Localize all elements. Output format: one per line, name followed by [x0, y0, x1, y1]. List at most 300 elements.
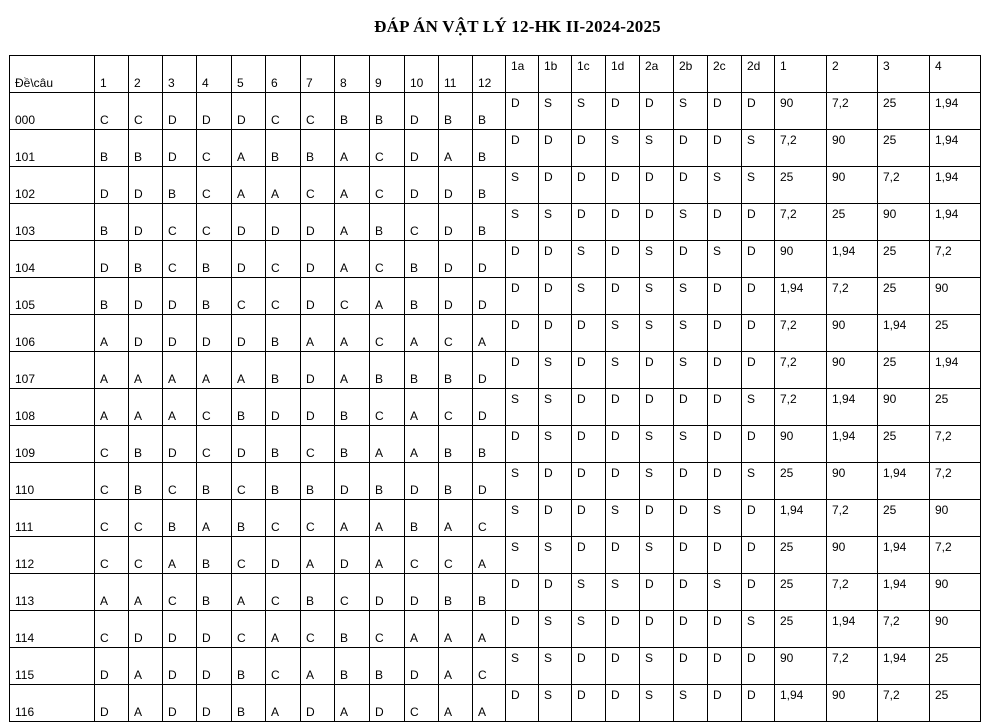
sa-answer-cell: 90: [827, 463, 878, 500]
mc-answer-cell: D: [335, 463, 370, 500]
mc-answer-cell: D: [473, 463, 506, 500]
tf-answer-cell: S: [674, 352, 708, 389]
tf-answer-cell: D: [606, 463, 640, 500]
mc-answer-cell: C: [301, 93, 335, 130]
exam-code-cell: 110: [10, 463, 95, 500]
table-row: [10, 93, 981, 130]
mc-answer-cell: A: [439, 611, 473, 648]
exam-code-cell: 105: [10, 278, 95, 315]
exam-code-cell: 114: [10, 611, 95, 648]
mc-answer-cell: D: [439, 167, 473, 204]
mc-answer-cell: A: [405, 389, 439, 426]
mc-answer-cell: D: [163, 685, 197, 722]
mc-answer-cell: C: [95, 500, 129, 537]
mc-answer-cell: D: [232, 426, 266, 463]
mc-answer-cell: D: [163, 426, 197, 463]
mc-answer-cell: B: [95, 278, 129, 315]
mc-answer-cell: C: [129, 93, 163, 130]
tf-answer-cell: D: [708, 648, 742, 685]
tf-answer-cell: S: [674, 93, 708, 130]
sa-answer-cell: 25: [775, 574, 827, 611]
tf-answer-cell: D: [539, 278, 572, 315]
mc-answer-cell: C: [301, 500, 335, 537]
sa-answer-cell: 25: [775, 463, 827, 500]
mc-answer-cell: B: [197, 241, 232, 278]
sa-answer-cell: 1,94: [775, 278, 827, 315]
sa-answer-cell: 1,94: [827, 426, 878, 463]
mc-answer-cell: A: [197, 352, 232, 389]
mc-answer-cell: D: [439, 278, 473, 315]
mc-answer-cell: C: [473, 500, 506, 537]
mc-column-header: 1: [95, 56, 129, 93]
tf-answer-cell: D: [674, 241, 708, 278]
tf-answer-cell: S: [640, 130, 674, 167]
tf-answer-cell: D: [506, 93, 539, 130]
tf-answer-cell: D: [640, 389, 674, 426]
mc-answer-cell: B: [129, 130, 163, 167]
mc-answer-cell: C: [95, 426, 129, 463]
tf-answer-cell: D: [606, 167, 640, 204]
tf-answer-cell: D: [708, 611, 742, 648]
sa-answer-cell: 1,94: [827, 241, 878, 278]
exam-code-cell: 112: [10, 537, 95, 574]
table-row: [10, 648, 981, 685]
mc-answer-cell: D: [301, 352, 335, 389]
mc-answer-cell: C: [405, 204, 439, 241]
tf-answer-cell: D: [606, 389, 640, 426]
mc-answer-cell: C: [370, 130, 405, 167]
mc-answer-cell: A: [335, 204, 370, 241]
tf-answer-cell: S: [640, 463, 674, 500]
tf-answer-cell: D: [506, 130, 539, 167]
sa-answer-cell: 90: [827, 167, 878, 204]
tf-answer-cell: S: [742, 389, 775, 426]
tf-answer-cell: D: [674, 167, 708, 204]
tf-answer-cell: S: [572, 574, 606, 611]
mc-answer-cell: C: [266, 93, 301, 130]
tf-answer-cell: D: [572, 426, 606, 463]
mc-answer-cell: A: [405, 315, 439, 352]
sa-answer-cell: 25: [878, 352, 930, 389]
mc-answer-cell: B: [197, 537, 232, 574]
table-row: [10, 500, 981, 537]
mc-answer-cell: B: [266, 352, 301, 389]
tf-answer-cell: D: [572, 130, 606, 167]
mc-answer-cell: A: [473, 315, 506, 352]
table-row: [10, 574, 981, 611]
sa-column-header: 3: [878, 56, 930, 93]
sa-answer-cell: 7,2: [930, 463, 981, 500]
mc-answer-cell: D: [405, 93, 439, 130]
tf-answer-cell: D: [572, 463, 606, 500]
mc-answer-cell: D: [301, 685, 335, 722]
sa-answer-cell: 1,94: [930, 130, 981, 167]
tf-answer-cell: S: [539, 537, 572, 574]
mc-answer-cell: A: [335, 352, 370, 389]
tf-answer-cell: S: [708, 574, 742, 611]
mc-answer-cell: B: [439, 463, 473, 500]
tf-answer-cell: D: [742, 204, 775, 241]
tf-answer-cell: S: [506, 648, 539, 685]
tf-answer-cell: D: [742, 278, 775, 315]
mc-answer-cell: B: [301, 130, 335, 167]
mc-answer-cell: B: [473, 204, 506, 241]
tf-answer-cell: S: [606, 574, 640, 611]
mc-answer-cell: C: [129, 500, 163, 537]
mc-column-header: 8: [335, 56, 370, 93]
table-row: [10, 537, 981, 574]
mc-column-header: 5: [232, 56, 266, 93]
exam-code-cell: 113: [10, 574, 95, 611]
tf-answer-cell: S: [640, 315, 674, 352]
mc-answer-cell: D: [232, 204, 266, 241]
sa-answer-cell: 25: [878, 278, 930, 315]
sa-answer-cell: 7,2: [827, 93, 878, 130]
mc-answer-cell: A: [129, 574, 163, 611]
mc-answer-cell: C: [266, 574, 301, 611]
mc-answer-cell: C: [439, 315, 473, 352]
tf-answer-cell: D: [708, 685, 742, 722]
mc-answer-cell: B: [473, 130, 506, 167]
mc-answer-cell: B: [197, 463, 232, 500]
tf-answer-cell: S: [539, 93, 572, 130]
exam-code-cell: 000: [10, 93, 95, 130]
tf-answer-cell: S: [674, 278, 708, 315]
sa-answer-cell: 90: [775, 648, 827, 685]
mc-answer-cell: B: [266, 463, 301, 500]
mc-answer-cell: D: [163, 93, 197, 130]
mc-answer-cell: C: [301, 611, 335, 648]
mc-answer-cell: A: [301, 648, 335, 685]
mc-answer-cell: C: [370, 389, 405, 426]
tf-answer-cell: S: [506, 463, 539, 500]
sa-answer-cell: 25: [775, 167, 827, 204]
sa-answer-cell: 25: [930, 315, 981, 352]
tf-answer-cell: D: [506, 241, 539, 278]
tf-answer-cell: S: [674, 315, 708, 352]
sa-column-header: 4: [930, 56, 981, 93]
mc-answer-cell: A: [129, 389, 163, 426]
tf-answer-cell: S: [742, 463, 775, 500]
tf-answer-cell: D: [572, 500, 606, 537]
mc-answer-cell: D: [129, 204, 163, 241]
tf-answer-cell: D: [708, 93, 742, 130]
tf-column-header: 1c: [572, 56, 606, 93]
tf-answer-cell: D: [606, 241, 640, 278]
tf-column-header: 2b: [674, 56, 708, 93]
tf-answer-cell: D: [742, 500, 775, 537]
tf-answer-cell: S: [674, 204, 708, 241]
tf-answer-cell: S: [539, 352, 572, 389]
mc-answer-cell: A: [163, 352, 197, 389]
tf-answer-cell: D: [640, 574, 674, 611]
mc-answer-cell: A: [95, 574, 129, 611]
tf-answer-cell: S: [506, 167, 539, 204]
tf-answer-cell: D: [742, 574, 775, 611]
mc-answer-cell: D: [266, 204, 301, 241]
table-row: [10, 167, 981, 204]
mc-answer-cell: D: [439, 204, 473, 241]
tf-answer-cell: S: [572, 611, 606, 648]
mc-answer-cell: C: [197, 167, 232, 204]
mc-answer-cell: B: [439, 574, 473, 611]
tf-answer-cell: D: [606, 685, 640, 722]
tf-answer-cell: D: [572, 167, 606, 204]
mc-answer-cell: C: [163, 204, 197, 241]
tf-answer-cell: D: [606, 611, 640, 648]
tf-answer-cell: D: [640, 500, 674, 537]
sa-answer-cell: 25: [930, 389, 981, 426]
exam-code-cell: 101: [10, 130, 95, 167]
tf-answer-cell: S: [708, 167, 742, 204]
mc-column-header: 10: [405, 56, 439, 93]
mc-answer-cell: D: [405, 648, 439, 685]
tf-answer-cell: S: [674, 685, 708, 722]
mc-answer-cell: C: [266, 500, 301, 537]
sa-answer-cell: 1,94: [775, 685, 827, 722]
tf-answer-cell: D: [708, 130, 742, 167]
tf-answer-cell: S: [640, 648, 674, 685]
mc-answer-cell: D: [370, 574, 405, 611]
mc-answer-cell: A: [266, 611, 301, 648]
mc-answer-cell: B: [301, 463, 335, 500]
mc-answer-cell: D: [266, 389, 301, 426]
mc-answer-cell: D: [405, 574, 439, 611]
tf-answer-cell: D: [539, 241, 572, 278]
table-row: [10, 130, 981, 167]
mc-answer-cell: B: [129, 426, 163, 463]
tf-answer-cell: D: [539, 315, 572, 352]
exam-code-cell: 107: [10, 352, 95, 389]
mc-answer-cell: C: [163, 241, 197, 278]
tf-answer-cell: D: [674, 537, 708, 574]
mc-answer-cell: B: [335, 648, 370, 685]
sa-answer-cell: 90: [878, 389, 930, 426]
sa-answer-cell: 25: [878, 241, 930, 278]
sa-answer-cell: 90: [827, 352, 878, 389]
tf-answer-cell: S: [572, 93, 606, 130]
mc-answer-cell: D: [301, 278, 335, 315]
tf-answer-cell: D: [708, 315, 742, 352]
mc-answer-cell: A: [163, 389, 197, 426]
mc-answer-cell: C: [473, 648, 506, 685]
tf-answer-cell: D: [708, 352, 742, 389]
tf-answer-cell: S: [506, 537, 539, 574]
tf-answer-cell: D: [708, 463, 742, 500]
mc-answer-cell: D: [473, 389, 506, 426]
mc-answer-cell: D: [301, 389, 335, 426]
mc-answer-cell: B: [473, 167, 506, 204]
sa-answer-cell: 7,2: [827, 278, 878, 315]
tf-answer-cell: D: [606, 278, 640, 315]
mc-answer-cell: D: [163, 611, 197, 648]
mc-answer-cell: B: [266, 130, 301, 167]
mc-answer-cell: D: [405, 130, 439, 167]
mc-answer-cell: A: [473, 685, 506, 722]
mc-answer-cell: A: [370, 537, 405, 574]
mc-answer-cell: A: [232, 574, 266, 611]
tf-answer-cell: D: [742, 685, 775, 722]
tf-answer-cell: S: [640, 537, 674, 574]
mc-answer-cell: B: [163, 500, 197, 537]
mc-answer-cell: C: [197, 130, 232, 167]
answer-key-sheet: [9, 55, 981, 722]
sa-answer-cell: 90: [827, 130, 878, 167]
mc-answer-cell: D: [232, 241, 266, 278]
mc-answer-cell: C: [163, 574, 197, 611]
mc-answer-cell: D: [95, 685, 129, 722]
tf-answer-cell: S: [606, 315, 640, 352]
tf-answer-cell: D: [572, 352, 606, 389]
mc-answer-cell: C: [232, 537, 266, 574]
sa-answer-cell: 1,94: [827, 611, 878, 648]
tf-answer-cell: D: [539, 500, 572, 537]
mc-answer-cell: A: [301, 315, 335, 352]
mc-answer-cell: C: [232, 278, 266, 315]
table-row: [10, 352, 981, 389]
mc-answer-cell: A: [163, 537, 197, 574]
table-row: [10, 389, 981, 426]
tf-answer-cell: D: [674, 574, 708, 611]
answer-key-table: [9, 55, 981, 722]
tf-answer-cell: D: [506, 611, 539, 648]
tf-answer-cell: S: [539, 611, 572, 648]
sa-answer-cell: 1,94: [930, 167, 981, 204]
mc-answer-cell: B: [335, 93, 370, 130]
tf-answer-cell: D: [742, 93, 775, 130]
mc-answer-cell: A: [129, 685, 163, 722]
sa-answer-cell: 7,2: [930, 241, 981, 278]
tf-answer-cell: D: [539, 463, 572, 500]
tf-answer-cell: S: [606, 352, 640, 389]
tf-answer-cell: D: [640, 611, 674, 648]
mc-column-header: 11: [439, 56, 473, 93]
sa-answer-cell: 90: [775, 241, 827, 278]
sa-answer-cell: 90: [827, 315, 878, 352]
mc-column-header: 2: [129, 56, 163, 93]
tf-column-header: 2c: [708, 56, 742, 93]
tf-answer-cell: D: [572, 315, 606, 352]
mc-answer-cell: A: [266, 685, 301, 722]
exam-code-cell: 106: [10, 315, 95, 352]
tf-answer-cell: S: [742, 167, 775, 204]
mc-answer-cell: A: [266, 167, 301, 204]
mc-answer-cell: B: [405, 278, 439, 315]
mc-answer-cell: D: [473, 241, 506, 278]
tf-answer-cell: D: [742, 352, 775, 389]
tf-answer-cell: D: [606, 537, 640, 574]
tf-answer-cell: D: [539, 167, 572, 204]
sa-answer-cell: 7,2: [775, 130, 827, 167]
sa-answer-cell: 7,2: [827, 648, 878, 685]
mc-answer-cell: D: [163, 648, 197, 685]
mc-answer-cell: A: [335, 241, 370, 278]
sa-answer-cell: 7,2: [930, 537, 981, 574]
mc-answer-cell: C: [197, 204, 232, 241]
mc-answer-cell: A: [439, 685, 473, 722]
tf-answer-cell: D: [539, 130, 572, 167]
mc-answer-cell: C: [370, 611, 405, 648]
tf-answer-cell: D: [572, 648, 606, 685]
mc-answer-cell: C: [232, 463, 266, 500]
mc-answer-cell: B: [473, 574, 506, 611]
mc-answer-cell: B: [370, 463, 405, 500]
mc-answer-cell: C: [95, 537, 129, 574]
tf-answer-cell: S: [640, 241, 674, 278]
table-row: [10, 278, 981, 315]
mc-answer-cell: B: [301, 574, 335, 611]
sa-answer-cell: 1,94: [878, 537, 930, 574]
mc-answer-cell: D: [439, 241, 473, 278]
tf-column-header: 1a: [506, 56, 539, 93]
tf-answer-cell: S: [708, 500, 742, 537]
sa-answer-cell: 1,94: [827, 389, 878, 426]
sa-answer-cell: 7,2: [775, 352, 827, 389]
mc-answer-cell: B: [370, 648, 405, 685]
sa-answer-cell: 90: [930, 500, 981, 537]
tf-answer-cell: D: [506, 685, 539, 722]
sa-answer-cell: 7,2: [827, 574, 878, 611]
tf-answer-cell: D: [572, 537, 606, 574]
mc-answer-cell: A: [335, 685, 370, 722]
sa-answer-cell: 90: [930, 278, 981, 315]
sa-answer-cell: 7,2: [878, 685, 930, 722]
mc-answer-cell: A: [439, 648, 473, 685]
mc-answer-cell: B: [405, 352, 439, 389]
sa-answer-cell: 90: [878, 204, 930, 241]
mc-column-header: 12: [473, 56, 506, 93]
sa-answer-cell: 7,2: [878, 167, 930, 204]
sa-column-header: 1: [775, 56, 827, 93]
tf-answer-cell: D: [640, 204, 674, 241]
tf-answer-cell: D: [674, 500, 708, 537]
mc-answer-cell: D: [473, 278, 506, 315]
sa-answer-cell: 1,94: [930, 204, 981, 241]
table-row: [10, 685, 981, 722]
mc-answer-cell: A: [335, 315, 370, 352]
mc-answer-cell: D: [129, 278, 163, 315]
mc-answer-cell: B: [163, 167, 197, 204]
mc-answer-cell: A: [232, 352, 266, 389]
tf-answer-cell: S: [640, 426, 674, 463]
mc-answer-cell: C: [95, 611, 129, 648]
mc-answer-cell: A: [439, 500, 473, 537]
sa-answer-cell: 1,94: [930, 93, 981, 130]
mc-answer-cell: B: [232, 685, 266, 722]
table-row: [10, 315, 981, 352]
mc-answer-cell: B: [232, 500, 266, 537]
tf-column-header: 2d: [742, 56, 775, 93]
mc-answer-cell: D: [95, 241, 129, 278]
mc-answer-cell: A: [405, 426, 439, 463]
mc-answer-cell: D: [163, 315, 197, 352]
mc-answer-cell: D: [163, 130, 197, 167]
mc-column-header: 7: [301, 56, 335, 93]
mc-answer-cell: B: [95, 130, 129, 167]
tf-answer-cell: S: [742, 611, 775, 648]
sa-answer-cell: 7,2: [878, 611, 930, 648]
exam-code-cell: 111: [10, 500, 95, 537]
tf-answer-cell: S: [572, 278, 606, 315]
tf-column-header: 1d: [606, 56, 640, 93]
mc-answer-cell: C: [405, 685, 439, 722]
mc-answer-cell: D: [197, 648, 232, 685]
sa-answer-cell: 90: [775, 93, 827, 130]
table-row: [10, 204, 981, 241]
sa-answer-cell: 25: [878, 500, 930, 537]
tf-answer-cell: D: [506, 426, 539, 463]
sa-answer-cell: 1,94: [878, 315, 930, 352]
